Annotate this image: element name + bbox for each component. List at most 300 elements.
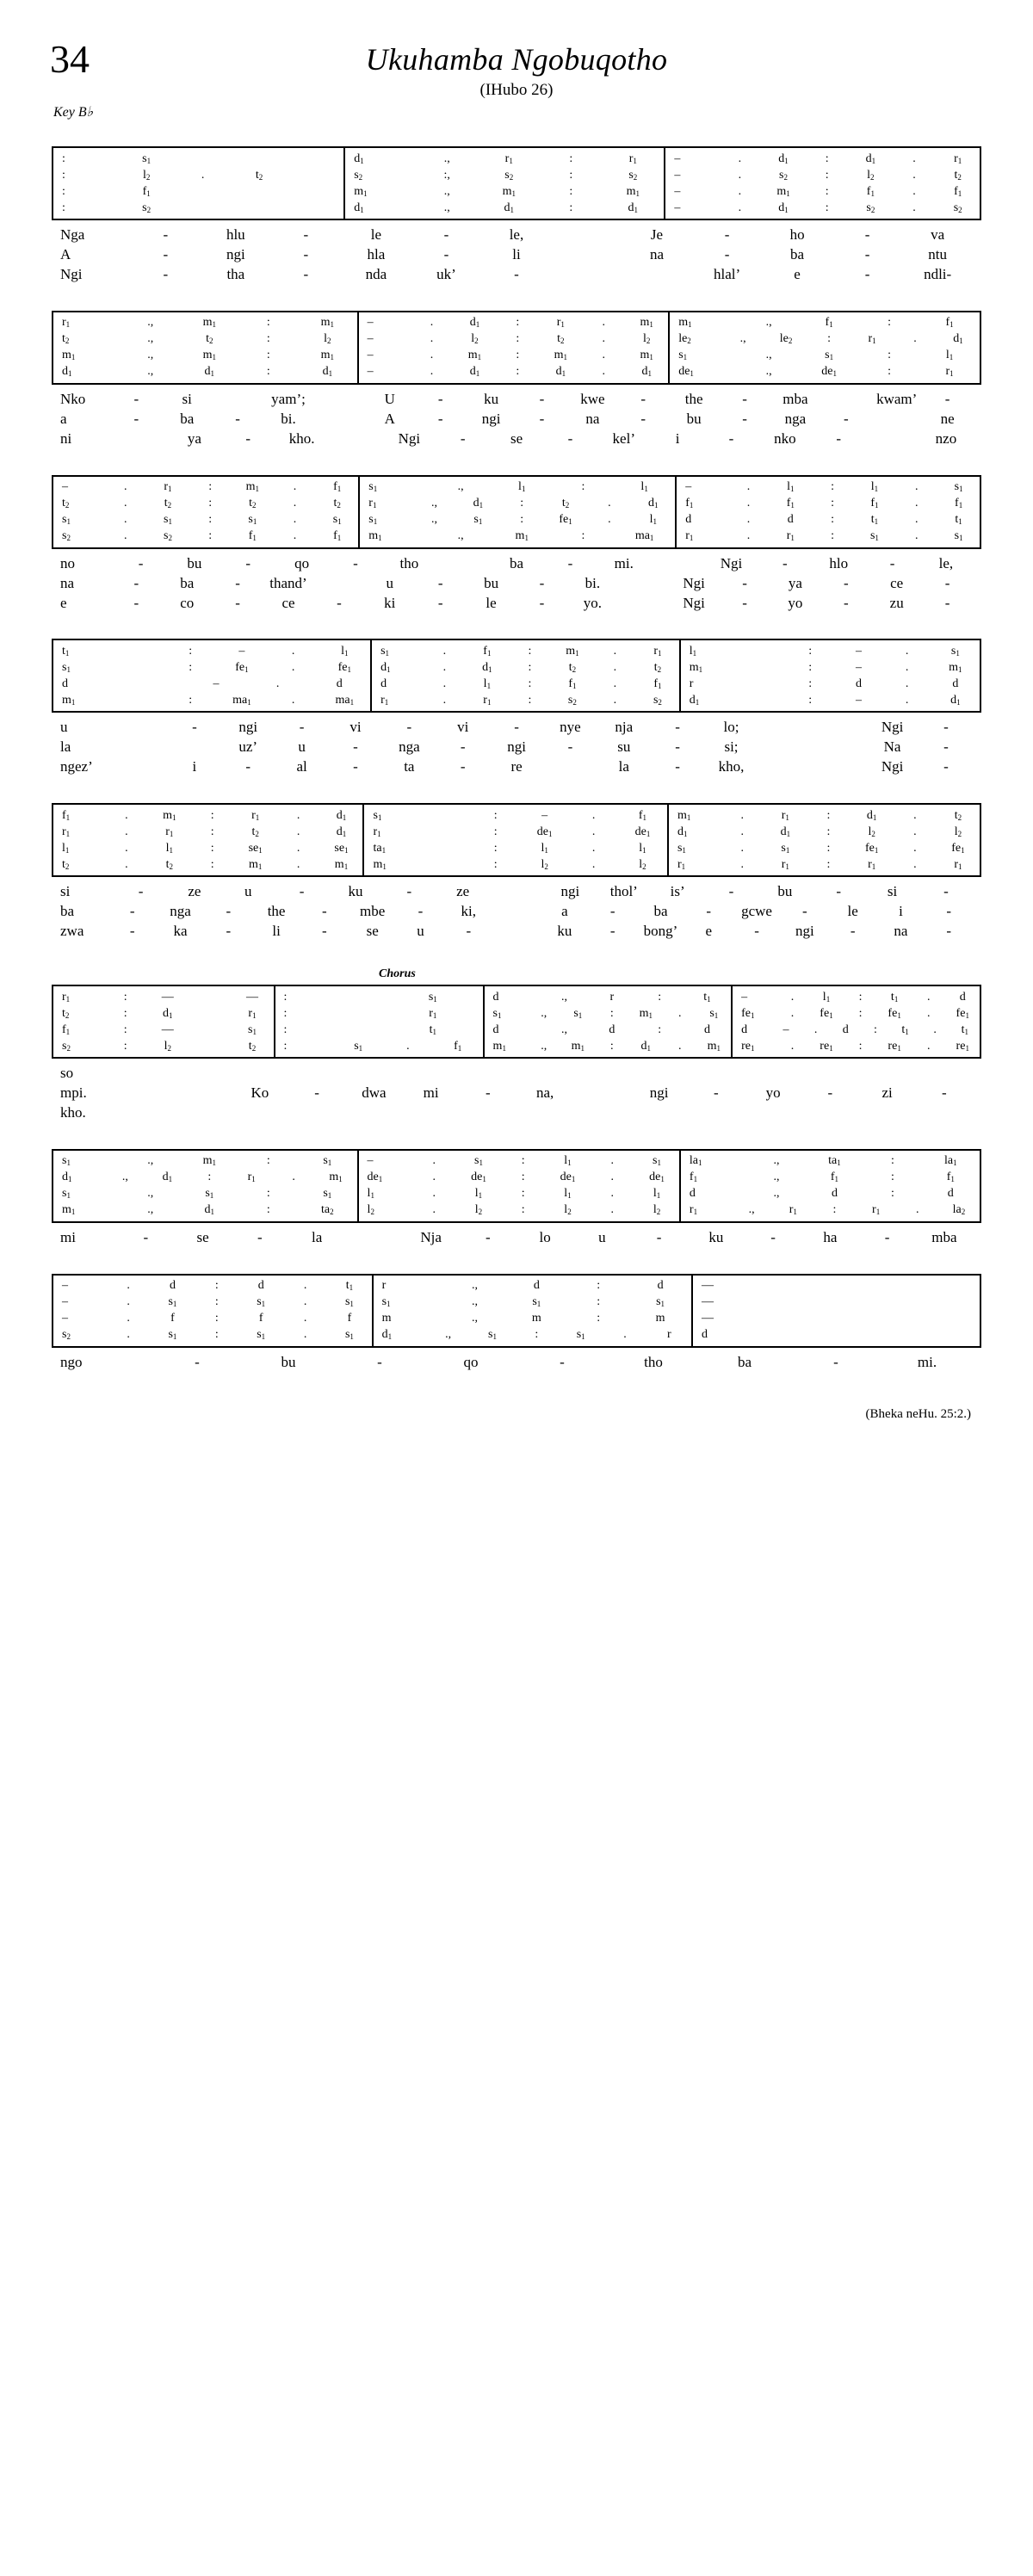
lyric-syllable: se — [196, 1228, 209, 1245]
sol-fa-token: $d_1$ — [865, 151, 876, 165]
sol-fa-token: : — [825, 168, 829, 182]
sol-fa-token: $t_2$ — [248, 1039, 257, 1053]
voice-line — [359, 331, 669, 348]
sol-fa-token: . — [913, 332, 917, 346]
lyric-syllable: i — [675, 429, 680, 447]
sol-fa-token: $m_1$ — [707, 1039, 721, 1053]
sol-fa-token: : — [808, 660, 813, 674]
measure-group — [374, 1276, 693, 1346]
lyric-syllable: i — [192, 758, 197, 775]
sol-fa-token: $m_1$ — [163, 808, 176, 822]
sol-fa-token: . — [296, 857, 300, 871]
sol-fa-token: $l_2$ — [954, 825, 962, 838]
sol-fa-token: ., — [445, 1328, 452, 1342]
sol-fa-token: m — [381, 1312, 392, 1325]
sol-fa-token: . — [678, 1039, 682, 1053]
sol-fa-token: . — [591, 808, 596, 822]
lyric-syllable: lo — [539, 1228, 551, 1245]
sol-fa-token: : — [858, 1006, 863, 1020]
sol-fa-token: ., — [147, 1187, 154, 1201]
voice-line — [53, 1202, 357, 1219]
sol-fa-token: $r_1$ — [786, 529, 795, 543]
music-systems — [0, 143, 1033, 1373]
lyric-syllable: qo — [463, 1353, 479, 1370]
lyric-syllable: - — [303, 245, 309, 263]
sol-fa-token: . — [293, 497, 297, 510]
sol-fa-token: $d_1$ — [953, 332, 963, 346]
sol-fa-token: $r_1$ — [556, 316, 565, 330]
lyric-syllable: - — [235, 410, 240, 427]
sol-fa-token: $d_1$ — [469, 365, 480, 379]
sol-fa-token: $s_1$ — [428, 990, 437, 1004]
sol-fa-token: $f_1$ — [653, 676, 662, 690]
sol-fa-token: $m_1$ — [949, 660, 962, 674]
lyric-syllable: - — [675, 738, 680, 756]
lyric-syllable: na — [649, 245, 665, 263]
sol-fa-token: . — [905, 676, 909, 690]
lyric-syllable: bu — [484, 574, 499, 591]
sol-fa-token: . — [293, 480, 297, 494]
sol-fa-token: $m_1$ — [329, 1171, 343, 1184]
lyric-syllable: ngi — [226, 245, 245, 263]
voice-line — [693, 1294, 980, 1311]
lyric-syllable — [364, 1103, 516, 1123]
lyric-syllable — [669, 1064, 821, 1084]
sol-fa-token: $l_1$ — [367, 1187, 374, 1201]
sol-fa-token: : — [890, 1154, 894, 1168]
voice-line — [275, 1022, 483, 1038]
sol-fa-token: $t_2$ — [333, 497, 341, 510]
sol-fa-token: $l_1$ — [474, 1187, 483, 1201]
sol-fa-token: . — [608, 513, 611, 527]
lyric-syllable: - — [322, 923, 327, 940]
sol-fa-token: ., — [431, 513, 438, 527]
lyric-syllable — [865, 429, 919, 449]
sol-fa-token: . — [905, 660, 909, 674]
sol-fa-token: . — [125, 841, 128, 855]
lyric-syllable: - — [129, 903, 135, 920]
voice-line — [485, 1022, 732, 1038]
sol-fa-token: – — [674, 168, 681, 182]
lyric-syllable: - — [163, 265, 169, 282]
sol-fa-token: . — [442, 693, 447, 707]
sol-fa-token: : — [831, 513, 835, 527]
sol-fa-token: : — [827, 332, 832, 346]
voice-line — [275, 1005, 483, 1022]
lyric-syllable: mbe — [360, 903, 386, 920]
lyric-syllable: lo; — [723, 719, 739, 736]
voice-line — [485, 1005, 732, 1022]
sol-fa-token: $d_1$ — [778, 201, 789, 214]
sol-fa-token: $s_1$ — [825, 349, 834, 362]
sol-fa-token: $de_1$ — [678, 365, 694, 379]
measure-group — [733, 986, 980, 1057]
sol-fa-token: . — [738, 201, 742, 214]
lyric-syllable — [313, 410, 364, 429]
sol-fa-token: $s_2$ — [62, 1039, 71, 1053]
lyric-syllable: Ngi — [60, 265, 83, 282]
lyric-syllable: no — [60, 554, 75, 571]
lyric-syllable: - — [782, 554, 788, 571]
sol-fa-token: $l_1$ — [341, 644, 349, 658]
lyric-line — [60, 1064, 973, 1084]
lyric-syllable: - — [514, 719, 519, 736]
sol-fa-token: : — [521, 1187, 525, 1201]
lyric-syllable: kho. — [60, 1103, 86, 1121]
music-system — [52, 307, 981, 449]
lyric-syllable: mba — [782, 390, 808, 407]
sol-fa-token: . — [430, 349, 434, 362]
lyric-syllable: al — [296, 758, 307, 775]
sol-fa-token: : — [266, 332, 270, 346]
sol-fa-token: f — [258, 1312, 263, 1325]
voice-line — [53, 676, 370, 692]
sol-fa-token: d — [685, 513, 692, 527]
lyric-syllable: ba — [180, 574, 195, 591]
sol-fa-token: $r_1$ — [165, 825, 174, 838]
lyric-syllable: gcwe — [741, 903, 772, 920]
lyric-syllable: - — [466, 923, 472, 940]
lyric-syllable: ho — [789, 226, 805, 243]
sol-fa-token: $m_1$ — [334, 857, 349, 871]
sol-fa-token: $d_1$ — [336, 808, 347, 822]
sol-fa-token: d — [336, 676, 343, 690]
key-signature-label: Key B♭ — [53, 105, 94, 120]
lyric-syllable: - — [836, 883, 842, 900]
lyric-syllable: bu — [187, 554, 202, 571]
lyric-syllable: - — [943, 719, 949, 736]
lyric-syllable: Ngi — [881, 719, 904, 736]
lyric-syllable: bu — [686, 410, 702, 427]
lyric-syllable: vi — [349, 719, 362, 736]
sol-fa-token: $r_1$ — [247, 1171, 256, 1184]
lyric-syllable: hlu — [226, 226, 245, 243]
lyric-syllable: bu — [281, 1353, 296, 1370]
sol-fa-token: $fe_1$ — [864, 841, 879, 855]
sol-fa-token: $l_2$ — [639, 857, 646, 871]
lyrics-block — [52, 1064, 981, 1123]
sol-fa-token: . — [602, 316, 605, 330]
lyric-line — [60, 265, 973, 285]
voice-line — [681, 1153, 980, 1170]
voice-line — [681, 1186, 980, 1202]
sol-fa-token: . — [291, 693, 295, 707]
sol-fa-token: : — [214, 1295, 219, 1309]
lyric-syllable: - — [946, 903, 952, 920]
sol-fa-token: $r_1$ — [653, 644, 662, 658]
sol-fa-token: ., — [457, 480, 464, 494]
sol-fa-token: $s_2$ — [567, 693, 577, 707]
sol-fa-token: . — [916, 1203, 919, 1217]
voice-line — [53, 643, 370, 659]
sol-fa-token: $t_2$ — [255, 168, 263, 182]
sol-fa-token: $de_1$ — [367, 1171, 383, 1184]
sol-fa-token: $m_1$ — [566, 644, 579, 658]
lyric-syllable: - — [322, 903, 327, 920]
sol-fa-token: : — [873, 1022, 877, 1036]
sol-fa-token: $d_1$ — [780, 825, 791, 838]
lyric-syllable: u — [298, 738, 306, 756]
sol-fa-token: : — [516, 365, 520, 379]
music-system — [52, 964, 981, 1123]
sol-fa-token: $l_1$ — [165, 841, 173, 855]
lyric-line — [60, 594, 973, 614]
lyric-syllable: - — [460, 738, 466, 756]
lyric-syllable — [758, 718, 812, 738]
sol-fa-token: . — [602, 365, 605, 379]
sol-fa-token: : — [208, 480, 213, 494]
lyric-syllable: na, — [535, 1084, 554, 1101]
sol-fa-token: . — [303, 1312, 307, 1325]
sol-fa-token: – — [782, 1022, 789, 1036]
lyric-line — [60, 554, 973, 574]
sol-fa-token: r — [667, 1328, 671, 1342]
sol-fa-token: $l_1$ — [483, 676, 492, 690]
lyric-syllable: - — [539, 574, 545, 591]
sol-fa-token: $s_1$ — [257, 1295, 266, 1309]
sol-fa-token: $s_1$ — [954, 480, 963, 494]
sol-fa-token: . — [602, 332, 605, 346]
lyric-syllable: i — [899, 903, 903, 920]
lyric-syllable: - — [884, 1228, 890, 1245]
sol-fa-token: : — [535, 1328, 539, 1342]
sol-fa-token: : — [521, 1171, 525, 1184]
lyric-syllable — [552, 265, 622, 285]
sol-fa-token: $s_1$ — [573, 1006, 583, 1020]
lyric-syllable — [436, 554, 490, 574]
lyric-syllable: Na — [883, 738, 901, 756]
sol-fa-token: : — [825, 151, 829, 165]
lyric-syllable: - — [257, 1228, 263, 1245]
sol-fa-token: . — [905, 644, 909, 658]
lyric-syllable: - — [539, 594, 545, 611]
sol-fa-token: m — [531, 1312, 541, 1325]
lyric-syllable — [492, 922, 541, 942]
sol-fa-token: $f_1$ — [454, 1039, 462, 1053]
sol-fa-token: . — [608, 497, 611, 510]
lyric-syllable: si — [182, 390, 192, 407]
sol-fa-token: $f_1$ — [62, 808, 71, 822]
sol-fa-token: $se_1$ — [334, 841, 349, 855]
staff — [52, 803, 981, 877]
music-system — [52, 472, 981, 614]
sol-fa-token: . — [406, 1039, 410, 1053]
lyric-syllable: si — [887, 883, 898, 900]
lyric-syllable: - — [539, 390, 545, 407]
voice-line — [53, 1170, 357, 1186]
lyric-syllable — [492, 902, 541, 922]
voice-line — [345, 151, 664, 167]
sol-fa-token: : — [493, 808, 498, 822]
sol-fa-token: : — [808, 676, 813, 690]
lyric-syllable: ba — [737, 1353, 752, 1370]
sol-fa-token: r — [381, 1279, 387, 1293]
lyrics-block — [52, 1228, 981, 1248]
sol-fa-token: $d_1$ — [504, 201, 514, 214]
sol-fa-token: $t_2$ — [62, 332, 70, 346]
sol-fa-token: $s_1$ — [354, 1039, 363, 1053]
lyric-syllable — [622, 265, 692, 285]
sol-fa-token: $s_1$ — [168, 1295, 177, 1309]
sol-fa-token: $re_1$ — [820, 1039, 833, 1053]
sol-fa-token: . — [913, 841, 917, 855]
lyric-syllable — [812, 738, 865, 757]
sol-fa-token: . — [746, 529, 751, 543]
sol-fa-token: $s_1$ — [677, 841, 686, 855]
sol-fa-token: $t_1$ — [955, 513, 962, 527]
sol-fa-token: $m_1$ — [678, 316, 692, 330]
voice-line — [677, 528, 980, 545]
lyric-syllable: - — [437, 594, 443, 611]
sol-fa-token: $t_1$ — [890, 990, 899, 1004]
lyric-syllable — [758, 757, 812, 777]
lyric-syllable: va — [931, 226, 945, 243]
sol-fa-token: $t_1$ — [961, 1022, 968, 1036]
sol-fa-token: – — [541, 808, 548, 822]
lyric-syllable: se — [366, 923, 379, 940]
sol-fa-token: : — [123, 1039, 127, 1053]
lyrics-block — [52, 554, 981, 614]
lyric-syllable: - — [460, 758, 466, 775]
lyric-syllable: ha — [823, 1228, 838, 1245]
lyric-syllable: U — [384, 390, 395, 407]
sol-fa-token: . — [591, 857, 596, 871]
voice-line — [53, 512, 358, 528]
sol-fa-token: $f_1$ — [954, 184, 962, 198]
sol-fa-token: d — [492, 1022, 499, 1036]
sol-fa-token: $m_1$ — [776, 184, 790, 198]
sol-fa-token: ., — [147, 365, 154, 379]
voice-line — [374, 1327, 691, 1344]
sol-fa-token: $s_1$ — [954, 529, 963, 543]
sol-fa-token: $f_1$ — [825, 316, 833, 330]
sol-fa-token: $fe_1$ — [235, 660, 249, 674]
lyric-syllable: ta — [404, 758, 415, 775]
sol-fa-token: – — [367, 332, 374, 346]
lyric-syllable — [669, 1103, 821, 1123]
lyric-syllable: - — [245, 429, 251, 447]
lyric-syllable: ba — [60, 903, 75, 920]
sol-fa-token: $r_1$ — [945, 365, 954, 379]
sol-fa-token: ., — [748, 1203, 755, 1217]
sol-fa-token: ., — [541, 1039, 547, 1053]
sol-fa-token: $ma_1$ — [335, 693, 355, 707]
sol-fa-token: $s_1$ — [344, 1295, 354, 1309]
sol-fa-token: . — [125, 808, 128, 822]
lyric-syllable — [364, 1064, 516, 1084]
lyric-syllable: hlal’ — [713, 265, 741, 282]
voice-line — [677, 496, 980, 512]
sol-fa-token: $s_1$ — [205, 1187, 214, 1201]
sol-fa-token: : — [597, 1312, 601, 1325]
voice-line — [53, 1311, 372, 1327]
sol-fa-token: $l_2$ — [164, 1039, 171, 1053]
sol-fa-token: . — [738, 151, 742, 165]
sol-fa-token: : — [658, 1022, 662, 1036]
lyric-syllable: ku — [557, 923, 572, 940]
sol-fa-token: – — [62, 1295, 68, 1309]
sol-fa-token: . — [201, 168, 205, 182]
sol-fa-token: : — [189, 660, 193, 674]
lyric-syllable: si; — [724, 738, 739, 756]
sol-fa-token: $r_1$ — [781, 857, 789, 871]
sol-fa-token: $s_2$ — [953, 201, 962, 214]
sol-fa-token: ., — [457, 529, 464, 543]
voice-line — [677, 512, 980, 528]
sol-fa-token: $m_1$ — [554, 349, 567, 362]
lyric-syllable: - — [833, 1353, 838, 1370]
voice-line — [372, 676, 679, 692]
lyric-syllable: hlo — [829, 554, 849, 571]
voice-line — [275, 1038, 483, 1054]
lyric-syllable: yo — [765, 1084, 781, 1101]
sol-fa-token: $d_1$ — [640, 1039, 652, 1053]
lyric-syllable: - — [437, 390, 443, 407]
voice-line — [364, 840, 666, 856]
voice-line — [53, 479, 358, 496]
measure-group — [670, 312, 980, 383]
lyric-syllable: - — [443, 226, 449, 243]
sol-fa-token: $fe_1$ — [741, 1006, 755, 1020]
lyric-syllable: li — [512, 245, 521, 263]
voice-line — [374, 1294, 691, 1311]
sol-fa-token: $d_1$ — [62, 365, 72, 379]
voice-line — [53, 315, 357, 331]
lyric-syllable: hla — [367, 245, 386, 263]
staff — [52, 985, 981, 1059]
lyric-syllable: yam’; — [271, 390, 306, 407]
sol-fa-token: $t_2$ — [561, 497, 570, 510]
sol-fa-token: : — [520, 497, 524, 510]
sol-fa-token: ., — [431, 497, 438, 510]
lyric-syllable: - — [418, 903, 424, 920]
sol-fa-token: . — [613, 660, 617, 674]
sol-fa-token: . — [296, 825, 300, 838]
sol-fa-token: . — [127, 1295, 130, 1309]
voice-line — [670, 348, 980, 364]
sol-fa-token: . — [293, 513, 297, 527]
lyric-syllable: Ko — [251, 1084, 269, 1101]
sol-fa-token: $s_2$ — [779, 168, 788, 182]
sol-fa-token: $m_1$ — [640, 349, 653, 362]
sol-fa-token: : — [266, 1187, 270, 1201]
sol-fa-token: $s_1$ — [532, 1295, 541, 1309]
voice-line — [359, 1153, 679, 1170]
sol-fa-token: $r_1$ — [368, 497, 377, 510]
sol-fa-token: $s_1$ — [323, 1154, 332, 1168]
sol-fa-token: $de_1$ — [560, 1171, 576, 1184]
sol-fa-token: : — [658, 990, 662, 1004]
lyric-syllable: - — [943, 758, 949, 775]
lyric-syllable: ngi — [507, 738, 526, 756]
sol-fa-token: : — [210, 857, 214, 871]
sol-fa-token: : — [283, 1039, 288, 1053]
sol-fa-token: $f_1$ — [248, 529, 257, 543]
lyric-syllable: tha — [226, 265, 245, 282]
sol-fa-token: . — [790, 1006, 795, 1020]
sol-fa-token: $d_1$ — [482, 660, 492, 674]
lyric-syllable: ba — [653, 903, 668, 920]
sol-fa-token: d — [741, 1022, 748, 1036]
sol-fa-token: $s_1$ — [492, 1006, 502, 1020]
sol-fa-token: $se_1$ — [248, 841, 263, 855]
sol-fa-token: $fe_1$ — [337, 660, 351, 674]
sol-fa-token: $t_1$ — [901, 1022, 909, 1036]
sol-fa-token: $m_1$ — [248, 857, 263, 871]
sol-fa-token: — — [161, 1022, 174, 1036]
lyric-syllable: the — [267, 903, 286, 920]
lyric-syllable — [573, 1084, 630, 1103]
